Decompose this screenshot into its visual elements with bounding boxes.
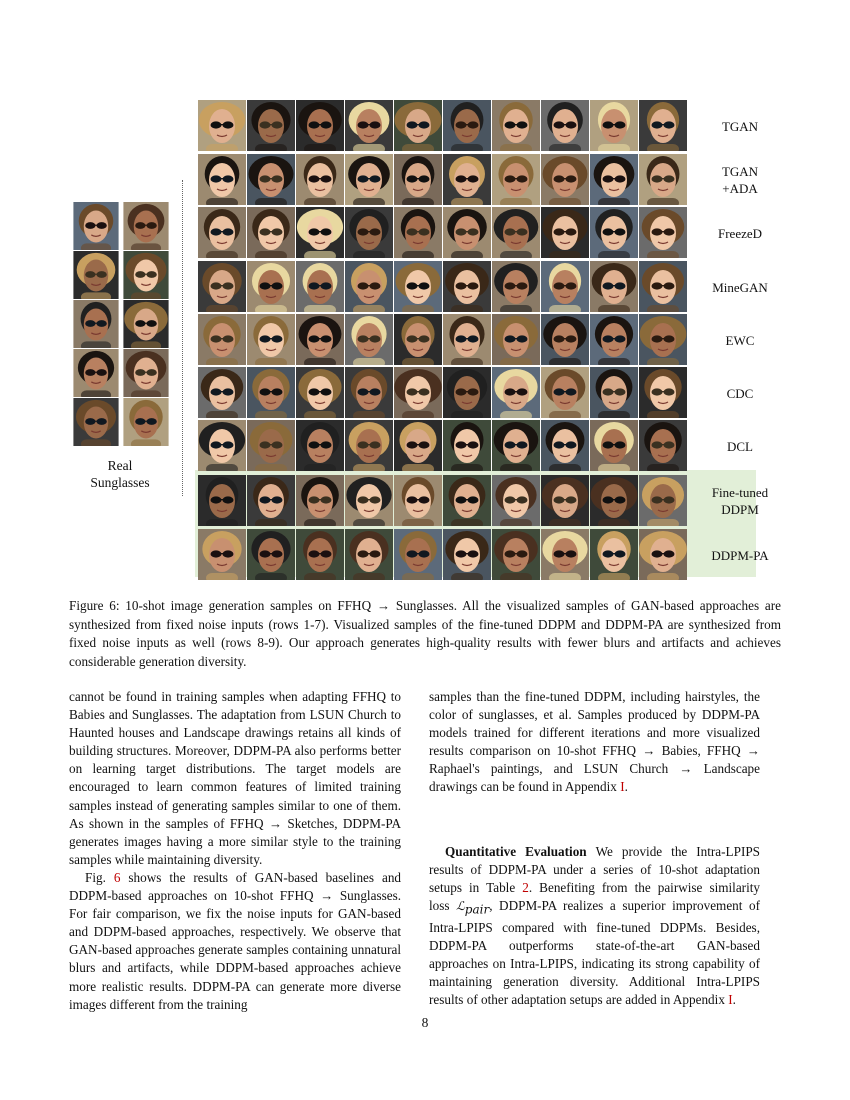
row-label-ddpm-pa: [690, 547, 790, 564]
generated-sample-image: [590, 207, 638, 258]
row-label-line: DDPM: [721, 502, 759, 517]
generated-sample-image: [443, 420, 491, 471]
generated-sample-image: [590, 367, 638, 418]
generated-sample-image: [639, 207, 687, 258]
generated-sample-image: [296, 154, 344, 205]
generated-sample-image: [296, 367, 344, 418]
generated-sample-image: [198, 420, 246, 471]
generated-sample-image: [492, 207, 540, 258]
row-label-line: MineGAN: [712, 279, 768, 295]
row-label-line: CDC: [726, 385, 754, 401]
text: , DDPM-PA realizes a superior improvement of Intra-LPIPS compared with fine-tuned DDPMs. Besides, DDPM-PA outperforms state-of-the-art GAN-based approaches on Intra-LPIPS, indicating its strong capability of maintaining generation diversity. Additional Intra-LPIPS results of other adaptation setups are added in Appendix: [429, 898, 760, 1008]
generated-sample-image: [198, 100, 246, 151]
generated-sample-image: [541, 261, 589, 312]
math-symbol: ℒ: [456, 899, 465, 914]
row-label-line: TGAN: [721, 118, 759, 134]
row-label-tgan-ada: [690, 163, 790, 197]
row-label-line: EWC: [725, 332, 755, 348]
generated-sample-image: [198, 367, 246, 418]
row-label-line: +ADA: [722, 181, 758, 196]
real-sample-image: [122, 349, 170, 397]
paragraph: [429, 688, 760, 797]
generated-sample-image: [590, 100, 638, 151]
generated-sample-image: [394, 207, 442, 258]
generated-sample-image: [247, 529, 295, 580]
generated-sample-image: [345, 475, 393, 526]
generated-sample-image: [541, 314, 589, 365]
paragraph: [69, 869, 401, 1014]
generated-sample-image: [247, 100, 295, 151]
real-sample-image: [72, 202, 120, 250]
row-label-dcl: [690, 438, 790, 455]
generated-sample-image: [296, 529, 344, 580]
generated-sample-image: [492, 367, 540, 418]
generated-sample-image: [247, 154, 295, 205]
generated-sample-image: [345, 314, 393, 365]
generated-sample-image: [492, 154, 540, 205]
generated-sample-image: [639, 100, 687, 151]
generated-sample-image: [443, 207, 491, 258]
generated-sample-image: [492, 420, 540, 471]
generated-sample-image: [541, 100, 589, 151]
real-sample-image: [72, 300, 120, 348]
generated-sample-image: [394, 100, 442, 151]
generated-sample-image: [247, 261, 295, 312]
sample-row-tgan-ada: [198, 154, 687, 205]
real-sample-image: [122, 398, 170, 446]
generated-sample-image: [247, 314, 295, 365]
generated-sample-image: [345, 420, 393, 471]
sample-row-minegan: [198, 261, 687, 312]
generated-sample-image: [345, 207, 393, 258]
paragraph: [429, 843, 760, 1009]
generated-sample-image: [590, 529, 638, 580]
text: shows the results of GAN-based baselines and DDPM-based approaches on 10-shot FFHQ → Sunglasses. For fair comparison, we fix the noise inputs for GAN-based and DDPM-based approaches, respectively. We observe that GAN-based approaches generate samples containing unnatural blurs and artifacts, while DDPM-based approaches achieve more realistic results. DDPM-PA can generate more diverse images different from the training: [69, 869, 402, 1012]
generated-sample-image: [198, 261, 246, 312]
row-label-freezed: [690, 225, 790, 242]
real-sample-image: [72, 349, 120, 397]
text: Fig.: [85, 869, 106, 885]
table-ref-link[interactable]: 2: [522, 880, 529, 896]
generated-sample-image: [541, 154, 589, 205]
generated-sample-image: [639, 529, 687, 580]
generated-sample-image: [590, 314, 638, 365]
generated-sample-image: [639, 420, 687, 471]
body-right-column-bottom: [429, 843, 760, 1009]
generated-sample-image: [492, 529, 540, 580]
real-samples-grid: [72, 202, 170, 446]
section-title: Quantitative Evaluation: [445, 844, 587, 859]
generated-sample-image: [394, 420, 442, 471]
generated-sample-image: [639, 475, 687, 526]
generated-sample-image: [345, 261, 393, 312]
generated-sample-image: [443, 154, 491, 205]
real-sample-image: [122, 300, 170, 348]
row-label-minegan: [690, 279, 790, 296]
body-left-column: [69, 688, 401, 1014]
row-label-line: DCL: [727, 438, 753, 454]
sample-row-tgan: [198, 100, 687, 151]
sample-row-dcl: [198, 420, 687, 471]
generated-sample-image: [541, 475, 589, 526]
real-sample-image: [72, 251, 120, 299]
generated-sample-image: [345, 154, 393, 205]
generated-sample-image: [247, 420, 295, 471]
generated-sample-image: [345, 367, 393, 418]
real-label-line: Sunglasses: [90, 475, 150, 490]
figure-ref-link[interactable]: 6: [113, 869, 121, 885]
generated-sample-image: [443, 261, 491, 312]
generated-sample-image: [590, 475, 638, 526]
row-label-cdc: [690, 385, 790, 402]
generated-sample-image: [394, 367, 442, 418]
sample-row-freezed: [198, 207, 687, 258]
generated-sample-image: [394, 475, 442, 526]
row-label-fine-tuned-ddpm: [690, 484, 790, 518]
generated-sample-image: [296, 420, 344, 471]
text: .: [732, 992, 736, 1008]
generated-sample-image: [590, 420, 638, 471]
generated-sample-image: [541, 529, 589, 580]
row-label-line: DDPM-PA: [711, 547, 769, 563]
row-label-line: FreezeD: [717, 225, 763, 241]
generated-sample-image: [443, 367, 491, 418]
real-sample-image: [122, 251, 170, 299]
generated-sample-image: [639, 367, 687, 418]
figure-caption: Figure 6: 10-shot image generation samples on FFHQ → Sunglasses. All the visualized samples of GAN-based approaches are synthesized from fixed noise inputs (rows 1-7). Visualized samples of the fine-tuned DDPM and DDPM-PA are synthesized from fixed noise inputs as well (rows 8-9). Our approach generates high-quality results with fewer blurs and artifacts and achieves considerable generation diversity.: [69, 598, 781, 669]
row-label-ewc: [690, 332, 790, 349]
generated-sample-image: [443, 314, 491, 365]
real-sunglasses-samples: [72, 202, 170, 446]
generated-sample-image: [639, 154, 687, 205]
row-label-line: TGAN: [721, 164, 759, 179]
text: .: [624, 779, 628, 795]
real-sample-image: [72, 398, 120, 446]
paragraph: cannot be found in training samples when adapting FFHQ to Babies and Sunglasses. The adaptation from LSUN Church to Haunted houses and Landscape drawings retains all kinds of building structures. Moreover, DDPM-PA also performs better on learning target distributions. The target models are encouraged to learn common features of limited training samples instead of generating samples similar to one of them. As shown in the samples of FFHQ → Sketches, DDPM-PA generates images having a more similar style to the training samples while maintaining diversity.: [69, 689, 401, 867]
generated-sample-image: [443, 529, 491, 580]
generated-sample-image: [198, 314, 246, 365]
generated-sample-image: [639, 261, 687, 312]
sample-row-cdc: [198, 367, 687, 418]
text: . Benefiting from the pairwise similarity loss: [429, 880, 760, 914]
row-label-line: Fine-tuned: [711, 485, 769, 500]
generated-sample-image: [296, 207, 344, 258]
sample-row-ewc: [198, 314, 687, 365]
generated-sample-image: [345, 529, 393, 580]
generated-sample-image: [590, 154, 638, 205]
generated-sample-image: [394, 314, 442, 365]
math-subscript: pair: [464, 902, 490, 917]
generated-sample-image: [492, 261, 540, 312]
appendix-ref-link[interactable]: I: [620, 779, 625, 795]
row-label-tgan: [690, 118, 790, 135]
generated-sample-image: [345, 100, 393, 151]
real-label-line: Real: [107, 458, 133, 473]
generated-sample-image: [198, 529, 246, 580]
figure-separator: [182, 180, 183, 496]
generated-sample-image: [247, 367, 295, 418]
text: We provide the Intra-LPIPS results of DDPM-PA under a series of 10-shot adaptation setups in Table: [429, 844, 760, 896]
text: samples than the fine-tuned DDPM, including hairstyles, the color of sunglasses, et al. Samples produced by DDPM-PA models trained for different iterations and more visualized results comparison on 10-shot FFHQ → Babies, FFHQ → Raphael's paintings, and LSUN Church → Landscape drawings can be found in Appendix: [429, 689, 760, 795]
generated-sample-image: [590, 261, 638, 312]
real-sunglasses-label: [60, 457, 180, 491]
generated-sample-image: [394, 154, 442, 205]
generated-sample-image: [639, 314, 687, 365]
generated-sample-image: [296, 475, 344, 526]
generated-sample-image: [541, 420, 589, 471]
generated-sample-image: [247, 207, 295, 258]
generated-sample-image: [394, 261, 442, 312]
generated-sample-image: [296, 261, 344, 312]
generated-sample-image: [541, 207, 589, 258]
generated-sample-image: [443, 100, 491, 151]
generated-sample-image: [492, 100, 540, 151]
appendix-ref-link[interactable]: I: [728, 992, 733, 1008]
body-right-column-top: [429, 688, 760, 797]
generated-sample-image: [443, 475, 491, 526]
generated-sample-image: [296, 100, 344, 151]
page-number: 8: [421, 1015, 429, 1030]
generated-sample-image: [492, 475, 540, 526]
generated-sample-image: [394, 529, 442, 580]
generated-sample-image: [198, 207, 246, 258]
real-sample-image: [122, 202, 170, 250]
generated-sample-image: [198, 154, 246, 205]
generated-sample-image: [247, 475, 295, 526]
generated-sample-image: [541, 367, 589, 418]
sample-row-fine-tuned-ddpm: [198, 475, 687, 526]
generated-sample-image: [198, 475, 246, 526]
generated-sample-image: [296, 314, 344, 365]
generated-sample-image: [492, 314, 540, 365]
sample-row-ddpm-pa: [198, 529, 687, 580]
